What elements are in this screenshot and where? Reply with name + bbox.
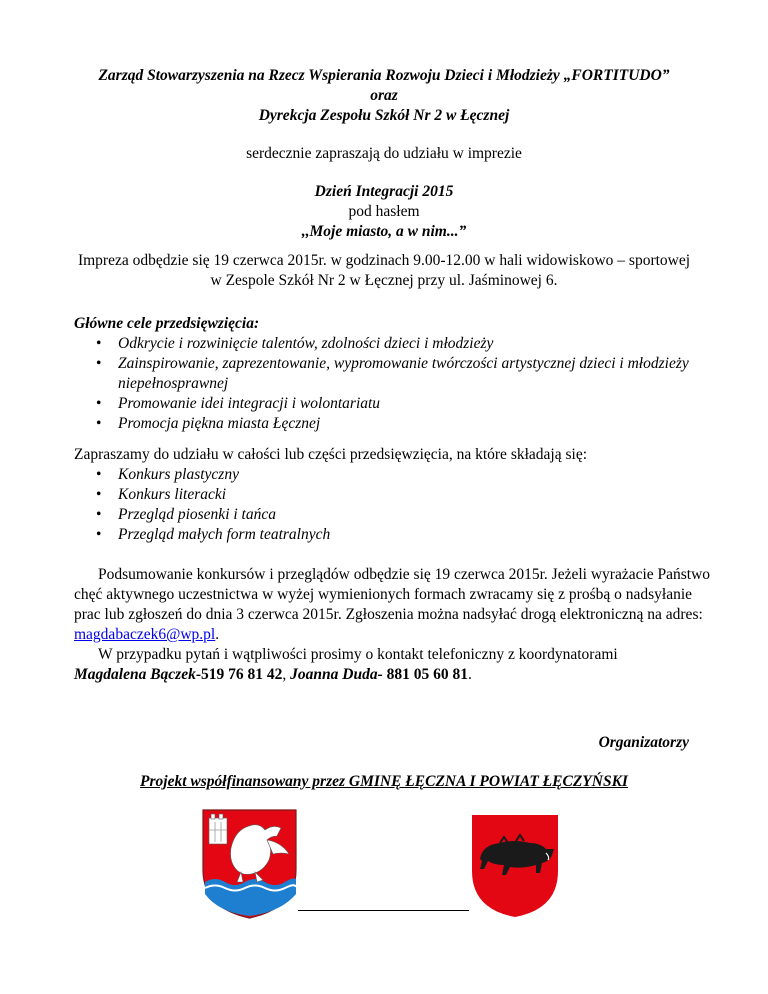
event-slogan: ,,Moje miasto, a w nim...” bbox=[301, 223, 467, 240]
goals-list-item: • Odkrycie i rozwinięcie talentów, zdolności dzieci i młodzieży bbox=[74, 334, 714, 354]
summary-section bbox=[74, 565, 714, 685]
goals-list-item: • Zainspirowanie, zaprezentowanie, wypromowanie twórczości artystycznej dzieci i młodzieży niepełnosprawnej bbox=[74, 354, 714, 394]
invite-intro: Zapraszamy do udziału w całości lub części przedsięwzięcia, na które składają się: bbox=[74, 446, 587, 463]
goals-section bbox=[74, 314, 714, 434]
coordinators-end: . bbox=[467, 666, 472, 683]
goals-list-item: • Promocja piękna miasta Łęcznej bbox=[74, 414, 714, 434]
event-block bbox=[0, 182, 768, 242]
coordinator-1-name: Magdalena Bączek bbox=[74, 666, 196, 683]
goals-heading: Główne cele przedsięwzięcia: bbox=[74, 315, 260, 332]
cofinance-text: Projekt współfinansowany przez GMINĘ ŁĘCZNA I POWIAT ŁĘCZYŃSKI bbox=[140, 773, 628, 790]
summary-paragraph bbox=[74, 565, 714, 645]
email-link[interactable]: magdabaczek6@wp.pl bbox=[74, 626, 216, 643]
subtitle: serdecznie zapraszają do udziału w imprezie bbox=[246, 145, 522, 162]
event-info bbox=[0, 251, 768, 291]
invite-list-item: • Konkurs literacki bbox=[74, 485, 714, 505]
info-line-1: Impreza odbędzie się 19 czerwca 2015r. w godzinach 9.00-12.00 w hali widowiskowo – sportowej bbox=[77, 252, 691, 269]
signature-line bbox=[298, 910, 469, 911]
coordinators-line bbox=[74, 665, 714, 685]
goals-list-item: • Promowanie idei integracji i wolontariatu bbox=[74, 394, 714, 414]
invite-list-item: • Przegląd piosenki i tańca bbox=[74, 505, 714, 525]
invite-list bbox=[74, 465, 714, 545]
griffin-coat-of-arms-icon bbox=[201, 808, 298, 920]
summary-period: . bbox=[215, 626, 220, 643]
invite-list-item: • Przegląd małych form teatralnych bbox=[74, 525, 714, 545]
invite-list-item: • Konkurs plastyczny bbox=[74, 465, 714, 485]
coordinator-separator: , bbox=[282, 666, 291, 683]
header bbox=[0, 66, 768, 126]
cofinance-note bbox=[0, 772, 768, 792]
summary-text: Podsumowanie konkursów i przeglądów odbędzie się 19 czerwca 2015r. Jeżeli wyrażacie Państwo chęć aktywnego uczestnictwa w wyżej wymienionych formach zwracamy się z prośbą o nadsyłanie prac lub zgłoszeń do dnia 3 czerwca 2015r. Zgłoszenia można nadsyłać drogą elektroniczną na adres: bbox=[74, 566, 711, 623]
header-line-2: oraz bbox=[370, 87, 398, 104]
contact-line: W przypadku pytań i wątpliwości prosimy o kontakt telefoniczny z koordynatorami bbox=[98, 646, 618, 663]
organizers-signature: Organizatorzy bbox=[598, 734, 689, 751]
boar-coat-of-arms-icon bbox=[470, 813, 560, 919]
goals-list bbox=[74, 334, 714, 434]
invite-section bbox=[74, 445, 714, 545]
event-under: pod hasłem bbox=[348, 203, 420, 220]
info-line-2: w Zespole Szkół Nr 2 w Łęcznej przy ul. Jaśminowej 6. bbox=[210, 272, 558, 289]
coordinator-1-phone: -519 76 81 42 bbox=[195, 666, 283, 683]
coordinator-2-phone: 881 05 60 81 bbox=[382, 666, 468, 683]
header-line-3: Dyrekcja Zespołu Szkół Nr 2 w Łęcznej bbox=[258, 107, 510, 124]
coordinator-2-name: Joanna Duda- bbox=[290, 666, 383, 683]
event-title: Dzień Integracji 2015 bbox=[314, 183, 454, 200]
header-line-1: Zarząd Stowarzyszenia na Rzecz Wspierania Rozwoju Dzieci i Młodzieży „FORTITUDO” bbox=[98, 67, 670, 84]
